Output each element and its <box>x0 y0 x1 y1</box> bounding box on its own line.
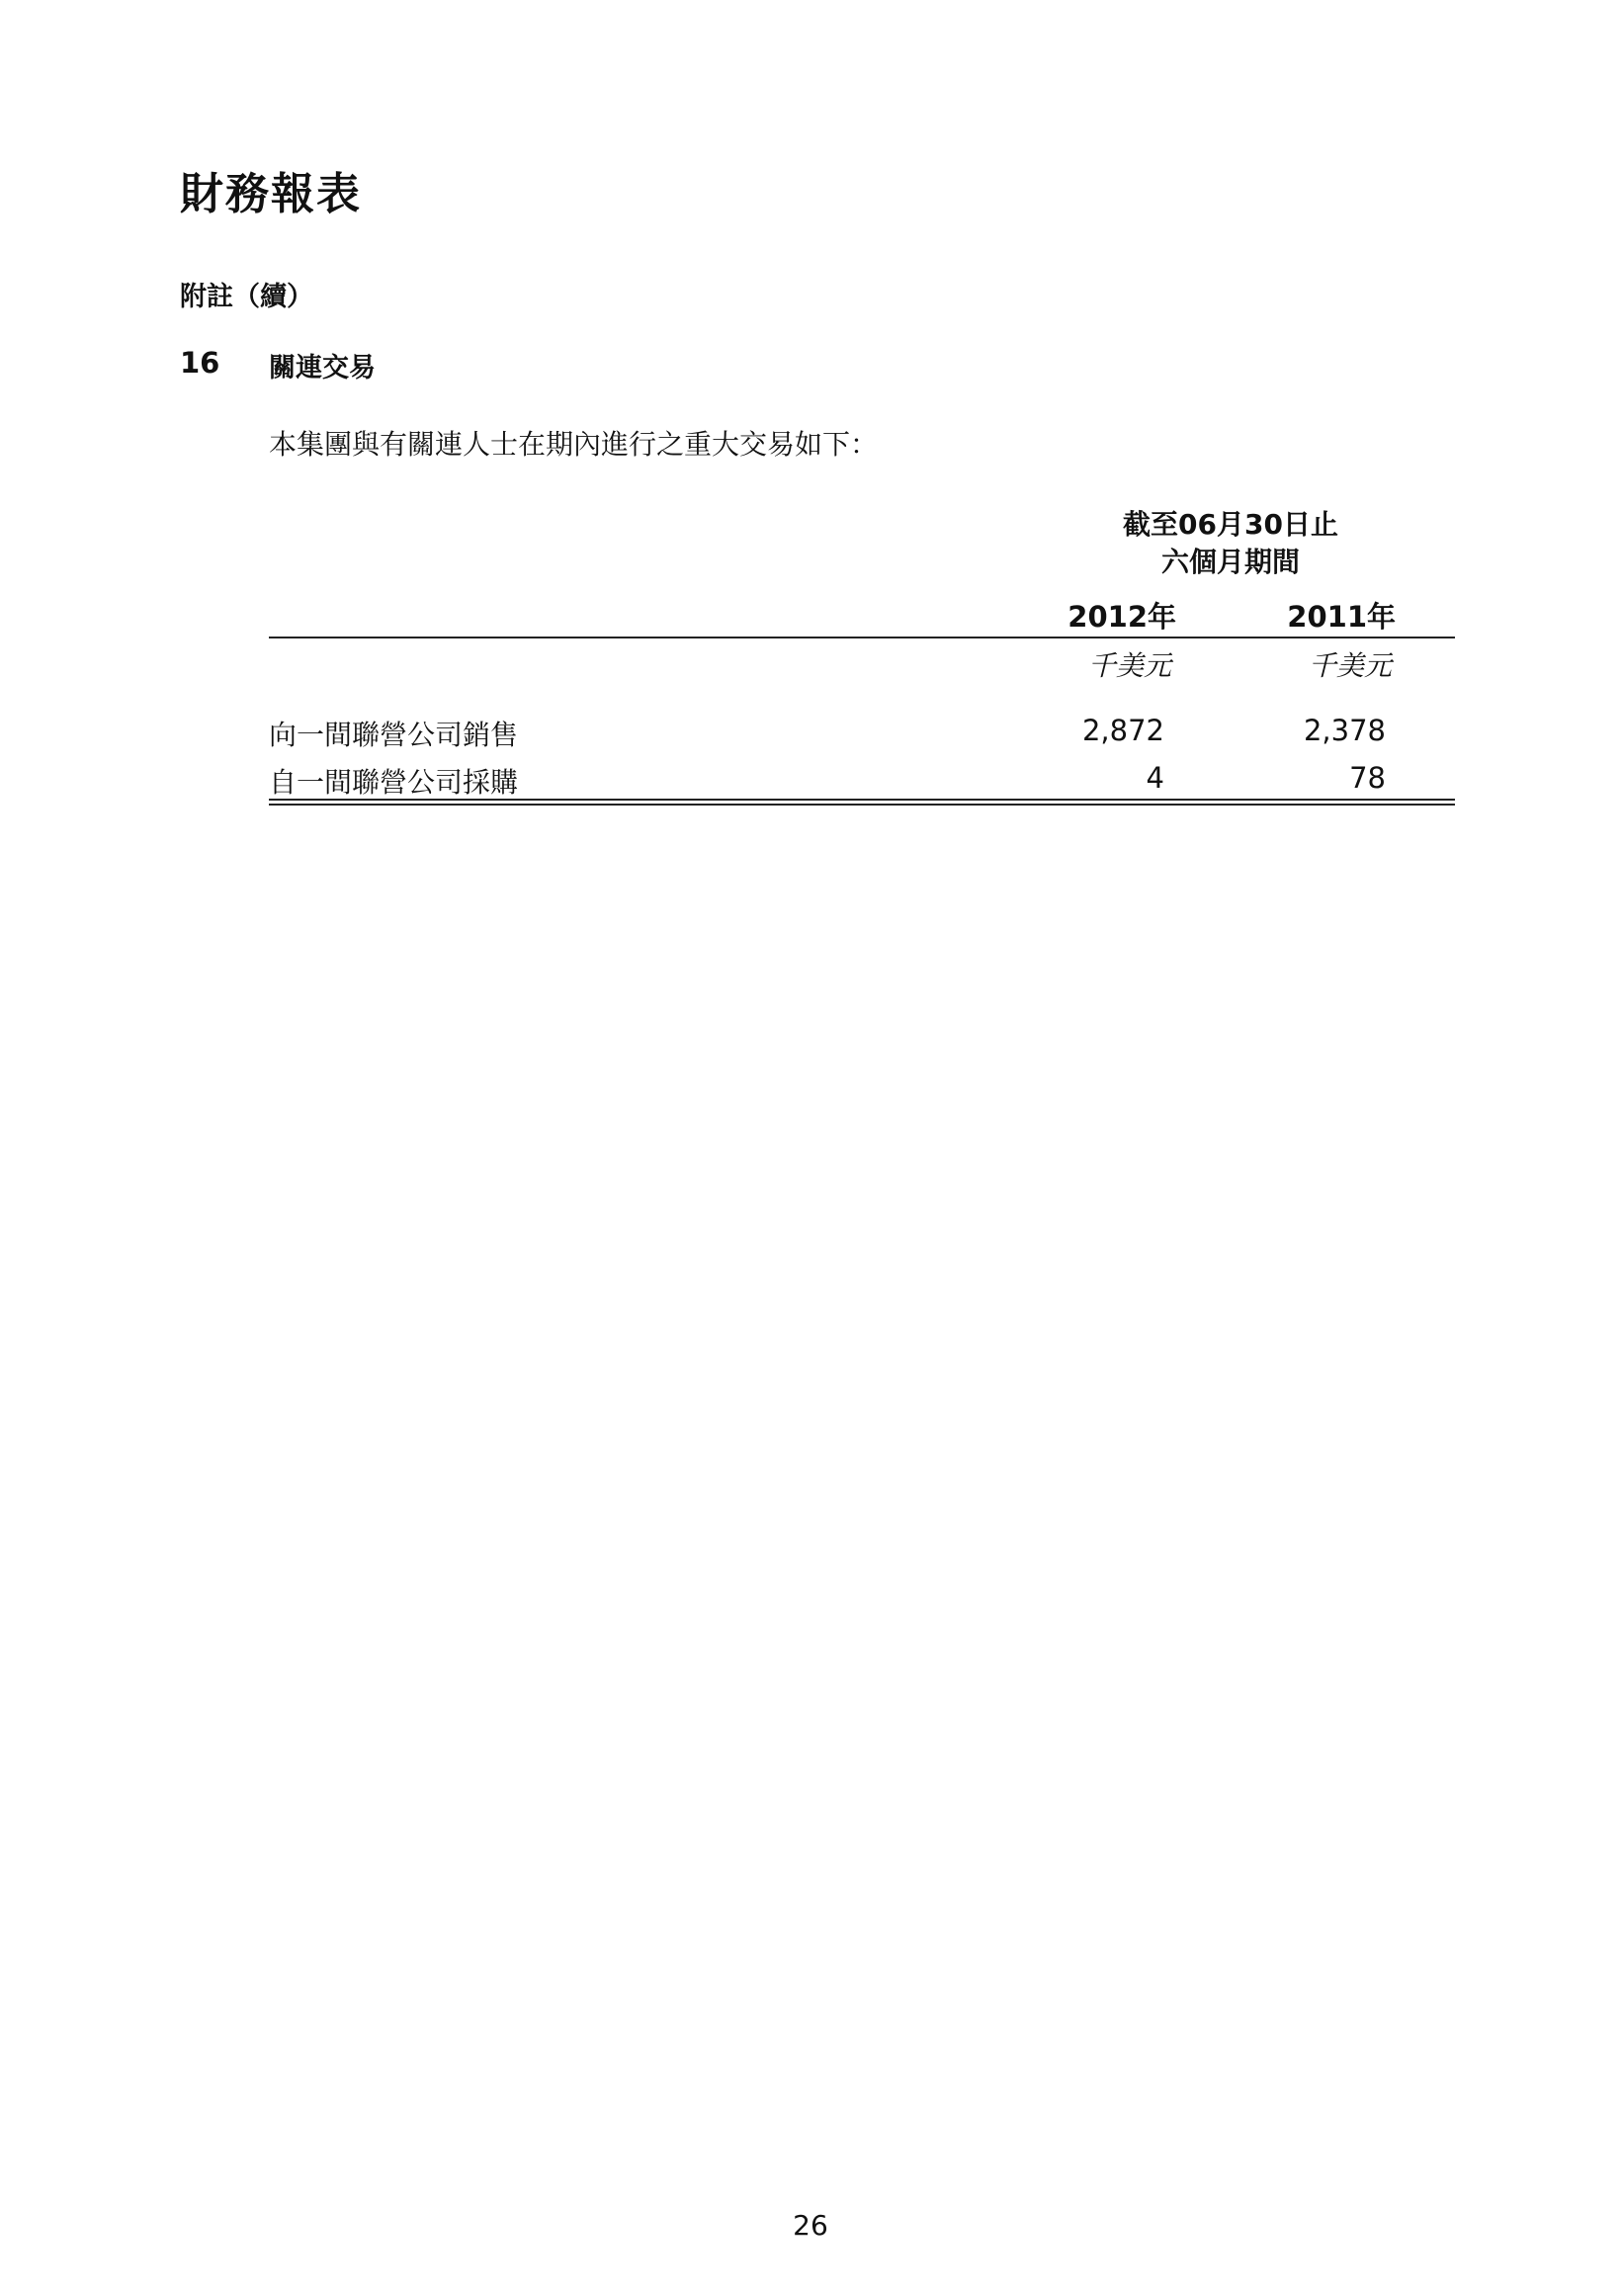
row-label-sales: 向一間聯營公司銷售 <box>269 719 519 751</box>
page-title: 財務報表 <box>180 169 362 219</box>
notes-heading: 附註（續） <box>180 282 313 312</box>
section-number: 16 <box>180 346 220 380</box>
period-header-line2: 六個月期間 <box>1160 546 1300 578</box>
header-rule <box>269 637 1455 638</box>
double-rule-top-line <box>269 799 1455 801</box>
section-intro: 本集團與有關連人士在期內進行之重大交易如下： <box>269 428 879 461</box>
section-title: 關連交易 <box>269 353 376 383</box>
period-header-line1: 截至06月30日止 <box>1123 508 1338 541</box>
page-number: 26 <box>793 2209 828 2242</box>
row-label-purchases: 自一間聯營公司採購 <box>269 766 519 799</box>
unit-label-2012: 千美元 <box>1087 649 1171 682</box>
year-header-2011: 2011年 <box>1287 600 1396 634</box>
period-header <box>1048 506 1413 581</box>
row-value-sales-2012: 2,872 <box>1081 714 1164 747</box>
double-rule-bottom-line <box>269 804 1455 806</box>
unit-label-2011: 千美元 <box>1308 649 1392 682</box>
row-value-purchases-2011: 78 <box>1349 761 1386 795</box>
year-header-2012: 2012年 <box>1067 600 1176 634</box>
row-value-sales-2011: 2,378 <box>1303 714 1386 747</box>
row-value-purchases-2012: 4 <box>1146 761 1164 795</box>
